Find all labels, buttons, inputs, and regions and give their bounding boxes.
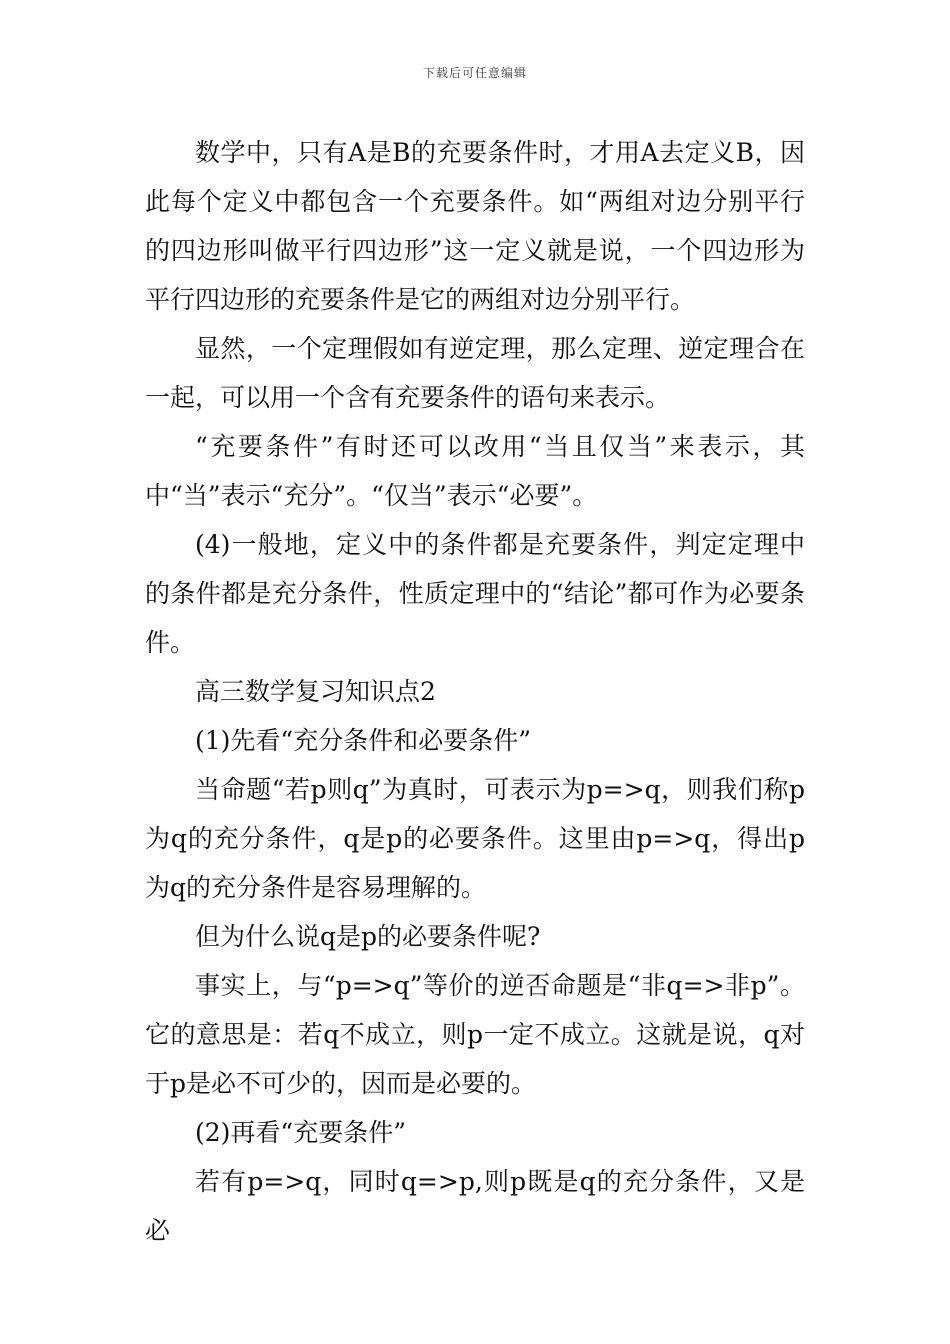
paragraph-converse-theorem: 显然，一个定理假如有逆定理，那么定理、逆定理合在一起，可以用一个含有充要条件的语句来表示。 [145, 334, 805, 412]
section-heading: 高三数学复习知识点2 [195, 677, 436, 706]
paragraph-definition: 数学中，只有A是B的充要条件时，才用A去定义B，因此每个定义中都包含一个充要条件。如“两组对边分别平行的四边形叫做平行四边形”这一定义就是说，一个四边形为平行四边形的充要条件是它的两组对边分别平行。 [145, 138, 805, 314]
page-header: 下载后可任意编辑 [422, 66, 527, 80]
paragraph-if-and-only-if: “充要条件”有时还可以改用“当且仅当”来表示，其中“当”表示“充分”。“仅当”表示“必要”。 [145, 432, 805, 510]
document-body [145, 128, 805, 1255]
paragraph-question: 但为什么说q是p的必要条件呢? [195, 922, 541, 951]
paragraph-contrapositive: 事实上，与“p=>q”等价的逆否命题是“非q=>非p”。它的意思是：若q不成立，则p一定不成立。这就是说，q对于p是必不可少的，因而是必要的。 [145, 971, 805, 1098]
paragraph-p-implies-q: 当命题“若p则q”为真时，可表示为p=>q，则我们称p为q的充分条件，q是p的必要条件。这里由p=>q，得出p为q的充分条件是容易理解的。 [145, 775, 805, 902]
paragraph-item-4: (4)一般地，定义中的条件都是充要条件，判定定理中的条件都是充分条件，性质定理中的“结论”都可作为必要条件。 [145, 530, 805, 657]
subheading-1: (1)先看“充分条件和必要条件” [195, 726, 531, 755]
subheading-2: (2)再看“充要条件” [195, 1118, 406, 1147]
paragraph-necessary-and-sufficient: 若有p=>q，同时q=>p,则p既是q的充分条件，又是必 [145, 1167, 805, 1245]
